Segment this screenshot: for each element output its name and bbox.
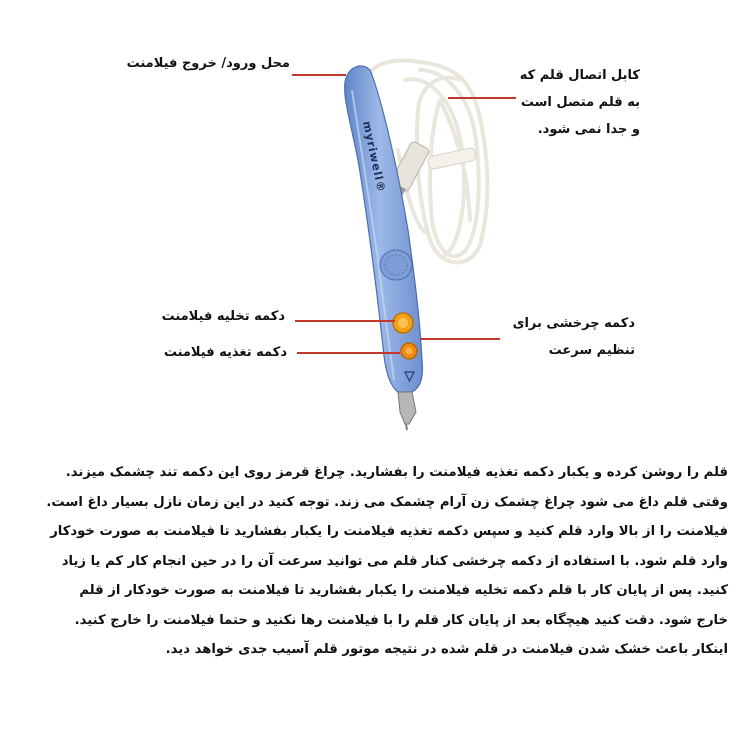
label-feed-button: دکمه تغذیه فیلامنت xyxy=(163,345,287,360)
label-cable-line-3: و جدا نمی شود. xyxy=(537,122,640,137)
pointer-line-feed xyxy=(297,352,400,354)
instruction-line: کنید. پس از پایان کار با قلم دکمه تخلیه فیلامنت را یکبار بفشارید تا فیلامنت به صورت خودکار از قلم xyxy=(79,583,728,598)
unload-button-icon xyxy=(393,313,413,333)
feed-button-icon xyxy=(401,343,417,359)
instruction-line: وقتی قلم داغ می شود چراغ چشمک زن آرام چشمک می زند. توجه کنید در این زمان نازل بسیار داغ است. xyxy=(46,494,728,510)
label-cable-line-1: کابل اتصال قلم که xyxy=(519,68,640,83)
pen-brand-text: myriwell® xyxy=(360,119,388,195)
label-cable xyxy=(520,62,640,143)
pointer-line-speed xyxy=(420,338,500,340)
instruction-line: قلم را روشن کرده و یکبار دکمه تغذیه فیلامنت را بفشارید. چراغ قرمز روی این دکمه تند چشمک میزند. xyxy=(65,465,728,480)
instruction-line: اینکار باعث خشک شدن فیلامنت در قلم شده در نتیجه موتور قلم آسیب جدی خواهد دید. xyxy=(165,642,728,657)
instruction-line: خارج شود. دقت کنید هیچگاه بعد از پایان کار قلم را با فیلامنت رها نکنید و حتما فیلامنت را خارج کنید. xyxy=(74,612,728,628)
label-filament-entry: محل ورود/ خروج فیلامنت xyxy=(126,56,290,71)
pointer-line-filament-entry xyxy=(292,74,346,76)
pen-nozzle xyxy=(398,392,416,424)
label-speed-dial xyxy=(505,310,635,364)
speed-dial-icon xyxy=(380,250,412,280)
label-cable-line-2: به قلم متصل است xyxy=(520,95,640,110)
cable-strap xyxy=(427,147,477,170)
label-speed-dial-line-2: تنظیم سرعت xyxy=(548,343,635,358)
pointer-line-cable xyxy=(448,97,516,99)
instruction-line: فیلامنت را از بالا وارد قلم کنید و سپس دکمه تغذیه فیلامنت را یکبار بفشارید تا فیلامنت به صورت خودکار xyxy=(50,524,728,539)
pointer-line-unload xyxy=(295,320,395,322)
label-unload-button: دکمه تخلیه فیلامنت xyxy=(161,309,285,324)
instruction-line: وارد قلم شود. با استفاده از دکمه چرخشی کنار قلم می توانید سرعت آن را در حین انجام کار کم یا زیاد xyxy=(61,553,728,569)
label-speed-dial-line-1: دکمه چرخشی برای xyxy=(512,316,635,331)
instructions-text xyxy=(22,458,728,665)
